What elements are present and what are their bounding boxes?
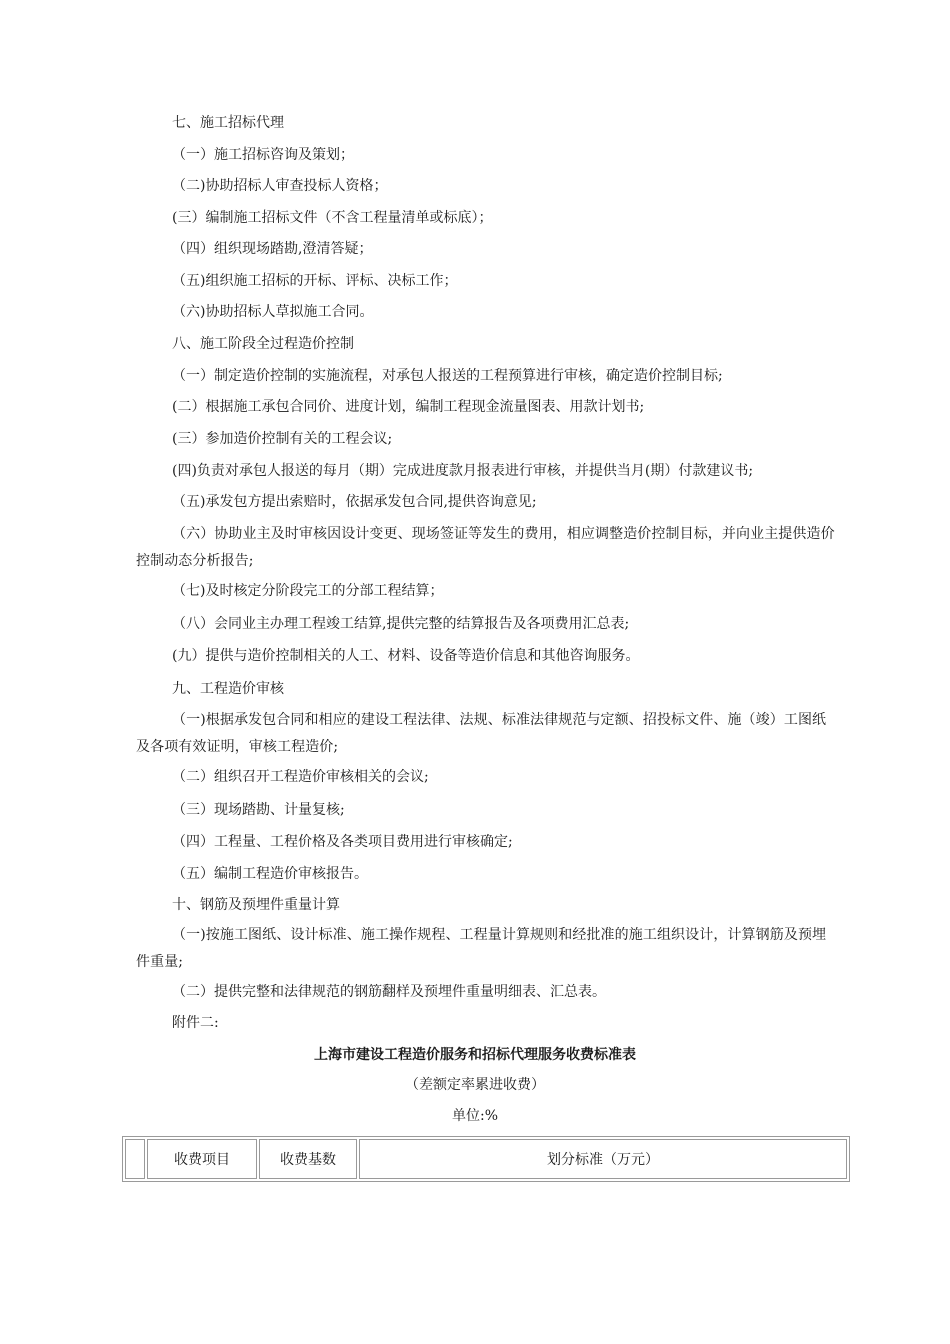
list-item: （二）提供完整和法律规范的钢筋翻样及预埋件重量明细表、汇总表。 <box>172 984 606 1000</box>
section-heading-10: 十、钢筋及预埋件重量计算 <box>172 897 340 913</box>
list-item: （一）施工招标咨询及策划； <box>172 147 354 163</box>
table-title: 上海市建设工程造价服务和招标代理服务收费标准表 <box>314 1047 636 1063</box>
table-header-cell <box>125 1139 145 1179</box>
list-item: （四）工程量、工程价格及各类项目费用进行审核确定; <box>172 834 513 850</box>
list-item: (四)负责对承包人报送的每月（期）完成进度款月报表进行审核，并提供当月(期）付款建议书; <box>172 463 754 479</box>
list-item: （五）编制工程造价审核报告。 <box>172 866 368 882</box>
list-item: （五)组织施工招标的开标、评标、决标工作； <box>172 273 458 289</box>
list-item: (三）参加造价控制有关的工程会议; <box>172 431 393 447</box>
list-item: (三）编制施工招标文件（不含工程量清单或标底）； <box>172 210 493 226</box>
list-item-multiline: （六）协助业主及时审核因设计变更、现场签证等发生的费用，相应调整造价控制目标，并向业主提供造价控制动态分析报告; <box>136 526 835 569</box>
list-item: （三）现场踏勘、计量复核; <box>172 802 345 818</box>
list-item: （四）组织现场踏勘,澄清答疑； <box>172 241 373 257</box>
table-header-cell: 收费基数 <box>259 1139 357 1179</box>
section-heading-8: 八、施工阶段全过程造价控制 <box>172 336 354 352</box>
section-heading-9: 九、工程造价审核 <box>172 681 284 697</box>
list-item: （二)协助招标人审查投标人资格； <box>172 178 388 194</box>
list-item: （八）会同业主办理工程竣工结算,提供完整的结算报告及各项费用汇总表; <box>172 616 630 632</box>
list-item: （六)协助招标人草拟施工合同。 <box>172 304 374 320</box>
list-item: (二）根据施工承包合同价、进度计划，编制工程现金流量图表、用款计划书; <box>172 399 645 415</box>
attachment-label: 附件二: <box>172 1015 219 1031</box>
list-item: (九）提供与造价控制相关的人工、材料、设备等造价信息和其他咨询服务。 <box>172 648 640 664</box>
list-item: （一）制定造价控制的实施流程，对承包人报送的工程预算进行审核，确定造价控制目标; <box>172 368 723 384</box>
list-item: （七)及时核定分阶段完工的分部工程结算； <box>172 583 444 599</box>
table-header-cell: 划分标准（万元） <box>359 1139 847 1179</box>
list-item: （五)承发包方提出索赔时，依据承发包合同,提供咨询意见; <box>172 494 537 510</box>
table-header-cell: 收费项目 <box>147 1139 257 1179</box>
list-item-multiline: （一)根据承发包合同和相应的建设工程法律、法规、标准法律规范与定额、招投标文件、施（竣）工图纸及各项有效证明，审核工程造价; <box>136 712 827 755</box>
list-item-multiline: （一)按施工图纸、设计标准、施工操作规程、工程量计算规则和经批准的施工组织设计，计算钢筋及预埋件重量; <box>136 927 827 970</box>
table-header-row <box>125 1139 847 1179</box>
unit-label: 单位:% <box>451 1108 499 1124</box>
list-item: （二）组织召开工程造价审核相关的会议; <box>172 769 429 785</box>
fee-standard-table <box>122 1136 850 1182</box>
table-subtitle: （差额定率累进收费） <box>405 1077 545 1093</box>
section-heading-7: 七、施工招标代理 <box>172 115 284 131</box>
